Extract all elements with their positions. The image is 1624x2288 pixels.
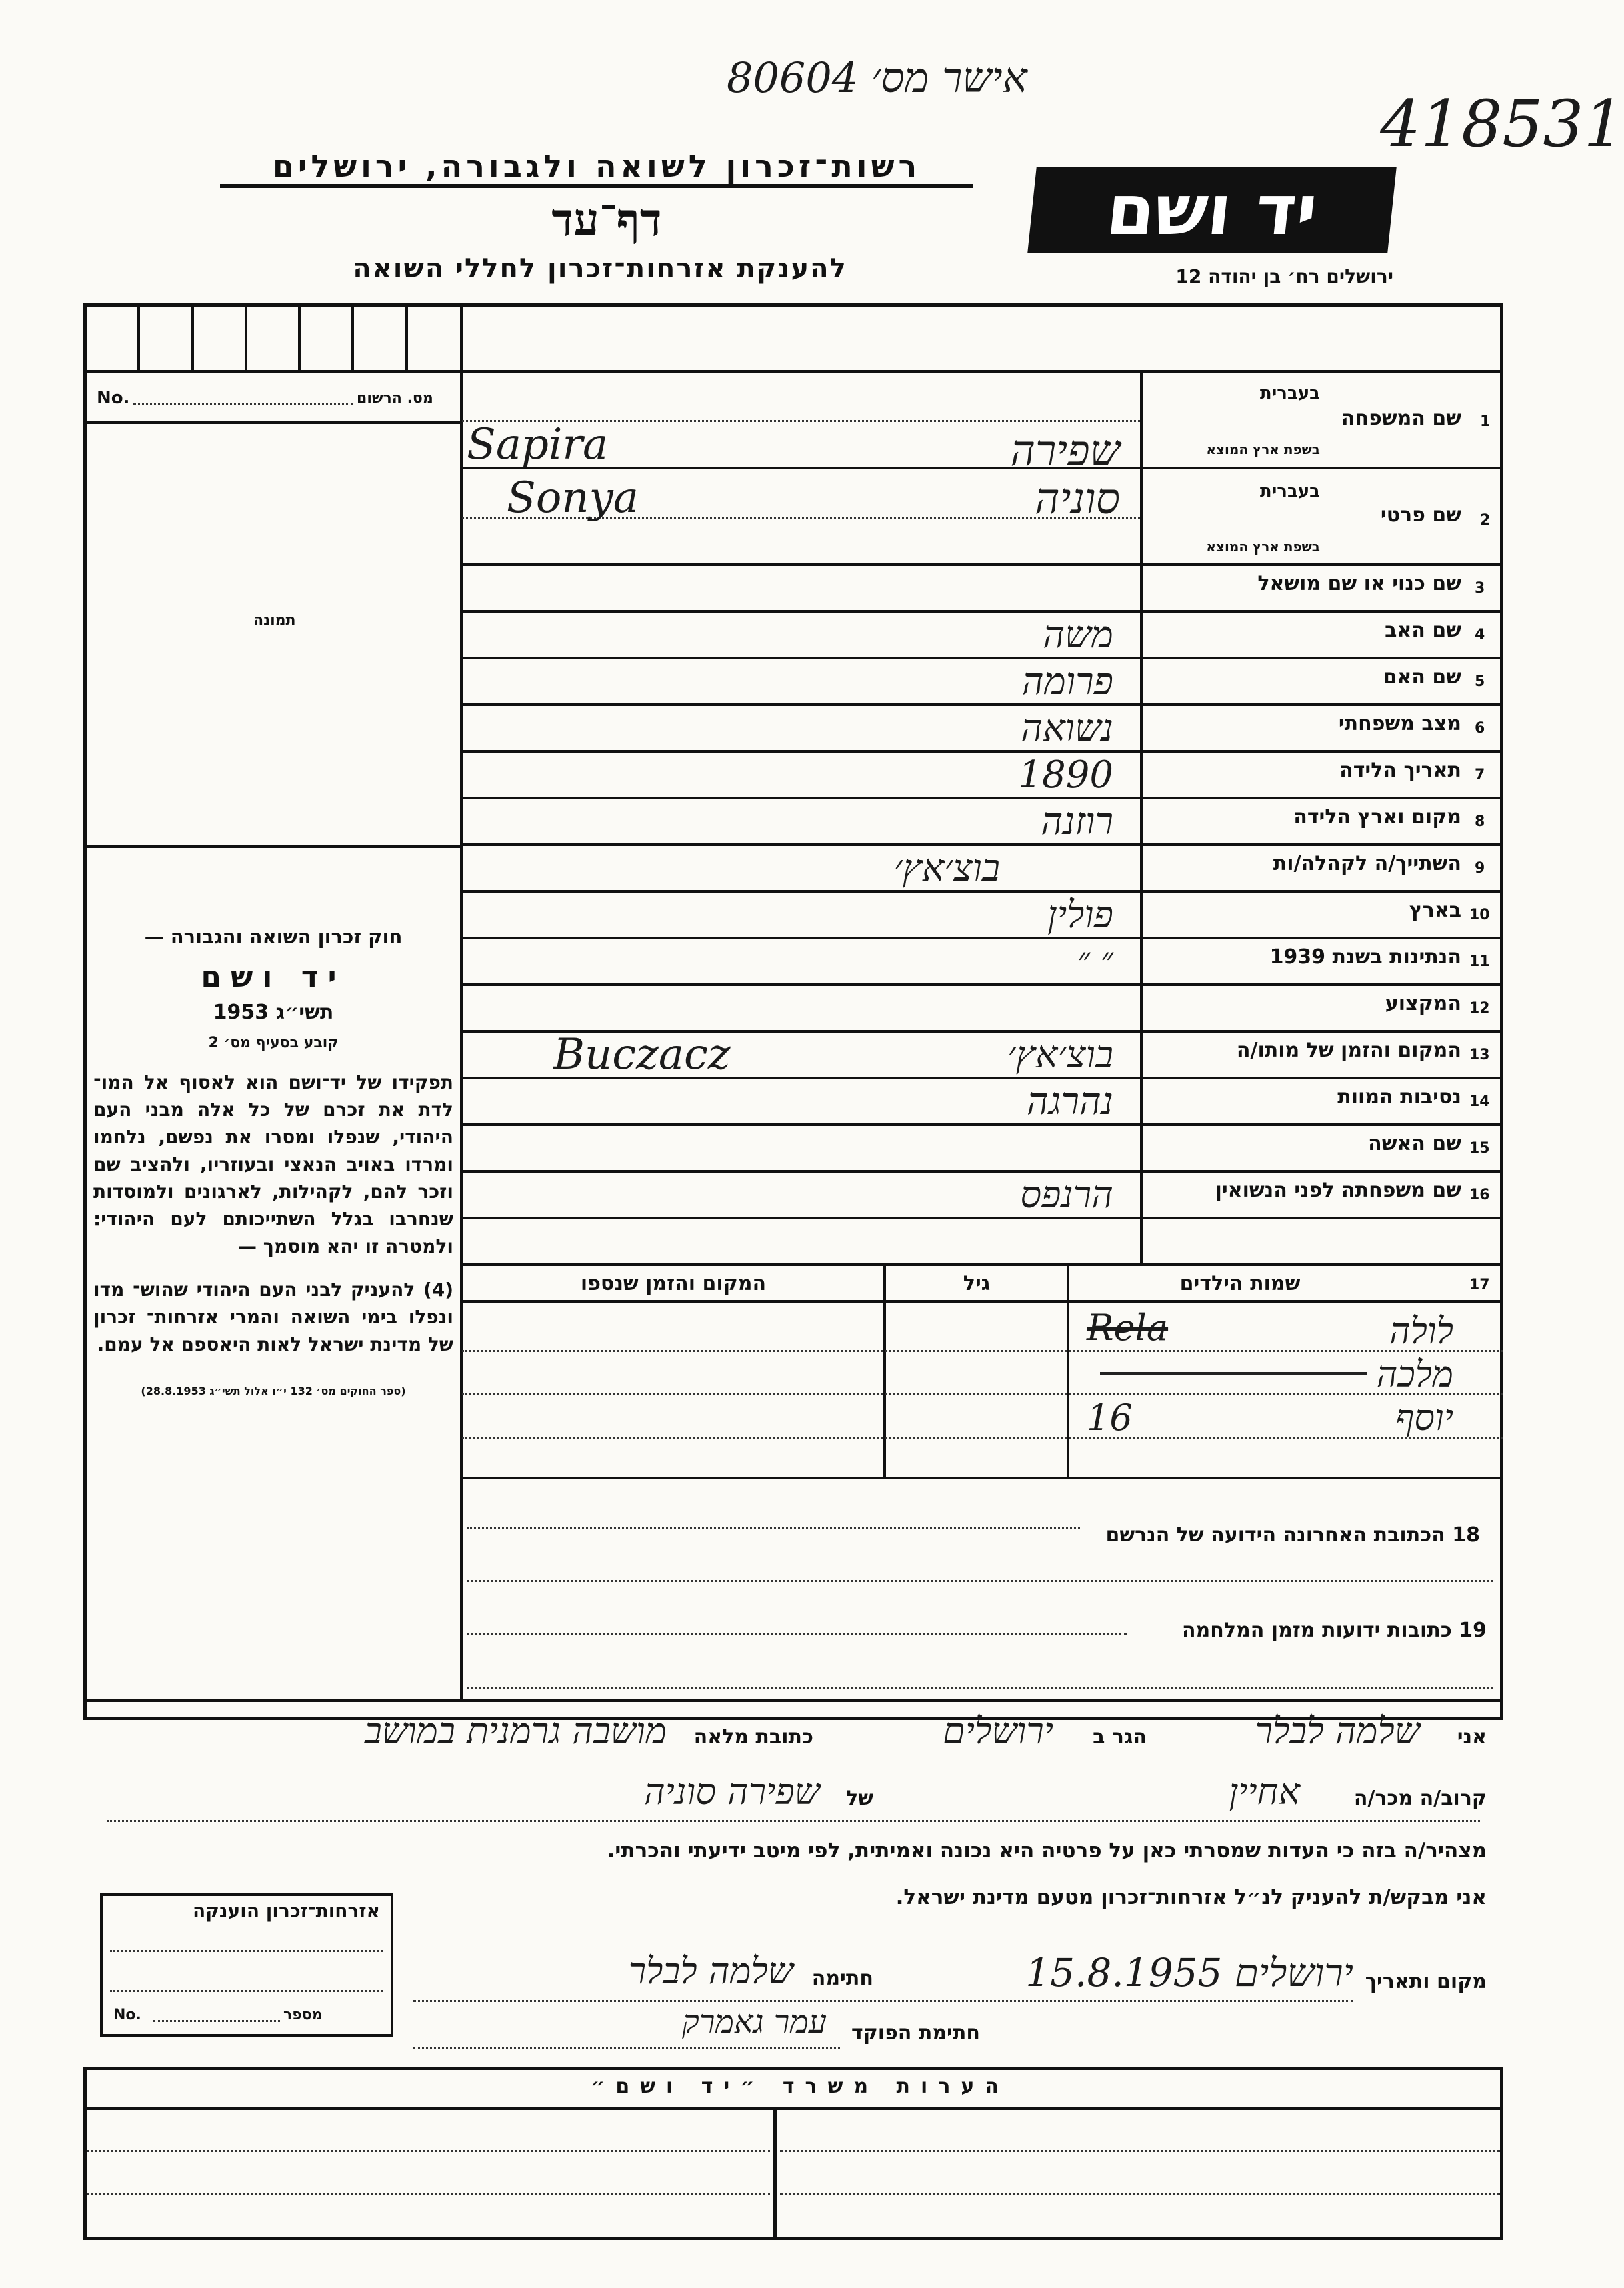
law-title: חוק זכרון השואה והגבורה —	[144, 925, 403, 948]
child-name: מלכה	[1376, 1353, 1453, 1395]
full-address-label: כתובת מלאה	[693, 1725, 813, 1749]
children-col-place: המקום והזמן שנספו	[580, 1272, 767, 1295]
place-date-value: ירושלים 15.8.1955	[1025, 1950, 1353, 1995]
field-14-label: נסיבות המוות	[1337, 1085, 1461, 1109]
field-8-label: מקום וארץ הלידה	[1293, 805, 1461, 829]
citizenship-box-number-label: מספר	[283, 2007, 323, 2023]
field-1-value-latin: Sapira	[467, 420, 609, 469]
last-address-label: 18 הכתובת האחרונה הידועה של הנרשם	[1105, 1523, 1480, 1547]
field-12-label: המקצוע	[1385, 992, 1461, 1015]
law-citation: (ספר החוקים מס׳ 132 י״ו אלול תשי״ג 28.8.1953)	[141, 1385, 406, 1397]
law-text-1: תפקידו של יד־ושם הוא לאסוף אל המו־ לדת את זכרם של כל אלה מבני העם היהודי, שנפלו ומסרו את נפשם, נלחמו ומרדו באויב הנאצי ובעוזריו, ולהציב שם וזכר להם, לקהילות, לארגונים ולמוסדות שנחרבו בגלל השתייכותם לעם היהודי: ולמטרה זו יהא מוסמך —	[93, 1071, 453, 1257]
child-age: 16	[1087, 1397, 1133, 1439]
field-11-label: הנתינות בשנת 1939	[1269, 945, 1461, 969]
field-5-value: פרומה	[1021, 660, 1113, 703]
field-9-label: השתייך/ה לקהלה/ות	[1273, 852, 1461, 875]
resident-value: ירושלים	[943, 1710, 1053, 1752]
resident-label: הגר ב	[1093, 1725, 1147, 1749]
field-6-label: מצב משפחתי	[1338, 712, 1461, 735]
of-label: של	[846, 1787, 873, 1810]
citizenship-box-no: No.	[113, 2007, 141, 2023]
field-2-sub-origin: בשפת ארץ המוצא	[1206, 539, 1320, 555]
field-2-label: שם פרטי	[1380, 503, 1461, 527]
declaration-ani-label: אני	[1457, 1725, 1487, 1749]
law-year: תשי״ג 1953	[213, 1001, 334, 1024]
authority-title: רשות־זכרון לשואה ולגבורה, ירושלים	[220, 148, 973, 188]
field-7-label: תאריך הלידה	[1339, 759, 1461, 782]
logo-address: ירושלים רח׳ בן יהודה 12	[1175, 265, 1393, 287]
officer-signature-label: חתימת הפוקד	[851, 2021, 980, 2045]
office-notes-title: הערות משרד ״יד ושם״	[591, 2075, 1009, 2098]
law-block	[93, 925, 453, 1397]
field-15-label: שם האשה	[1368, 1132, 1461, 1155]
field-9-value: בוצ׳אץ׳	[893, 847, 1000, 890]
relative-label: קרוב/ה מכר/ה	[1353, 1787, 1487, 1810]
form-title: דף־עד	[551, 193, 662, 247]
field-2-value: סוניה	[1035, 475, 1120, 524]
registry-number-label: מס. הרשום	[357, 390, 433, 407]
of-value: שפירה סוניה	[644, 1771, 820, 1813]
field-1-value: שפירה	[1010, 427, 1120, 476]
field-1-sub-hebrew: בעברית	[1259, 383, 1320, 403]
signature-label: חתימה	[811, 1967, 873, 1990]
war-address-label: 19 כתובות ידועות מזמן המלחמה	[1181, 1619, 1487, 1642]
registry-no-label: No.	[97, 388, 130, 408]
field-16-label: שם משפחתה לפני הנשואין	[1215, 1179, 1461, 1202]
field-5-label: שם האם	[1383, 665, 1461, 689]
place-date-label: מקום ותאריך	[1365, 1970, 1487, 1993]
signature-value: שלמה לבלר	[628, 1950, 793, 1992]
strike-line	[1100, 1372, 1367, 1375]
field-13-label: המקום והזמן של מותו/ה	[1236, 1039, 1461, 1062]
field-10-label: בארץ	[1409, 899, 1461, 922]
field-4-value: משה	[1043, 613, 1113, 657]
children-col-age: גיל	[963, 1272, 991, 1295]
officer-signature-value: עמר גאמרק	[682, 2003, 827, 2041]
children-col-names: שמות הילדים	[1179, 1272, 1301, 1295]
field-1-label: שם המשפחה	[1341, 407, 1461, 430]
law-clause: קובע בסעיף מס׳ 2	[208, 1035, 339, 1051]
field-4-label: שם האב	[1385, 619, 1461, 642]
digit-boxes	[87, 307, 459, 370]
relative-value: אחיין	[1229, 1771, 1300, 1813]
form-purpose: להענקת אזרחות־זכרון לחללי השואה	[353, 253, 847, 284]
field-10-value: פולין	[1047, 893, 1113, 937]
field-3-label: שם כנוי או שם מושאל	[1257, 572, 1461, 595]
top-stamp-note: 80604 אישר מס׳	[727, 53, 1027, 102]
declaration-request: אני מבקש/ת להעניק לנ״ל אזרחות־זכרון מטעם מדינת ישראל.	[895, 1885, 1487, 1909]
field-13-value: בוצ׳אץ׳	[1007, 1033, 1113, 1077]
child-name: יוסף	[1395, 1397, 1453, 1439]
field-11-value: ״ ״	[1077, 940, 1113, 979]
field-14-value: נהרגה	[1027, 1080, 1113, 1123]
declarant-name: שלמה לבלר	[1255, 1710, 1420, 1752]
field-1-sub-origin: בשפת ארץ המוצא	[1206, 441, 1320, 457]
child-name-latin: Rela	[1087, 1307, 1169, 1349]
field-2-value-latin: Sonya	[507, 473, 639, 523]
declaration-statement: מצהיר/ה בזה כי העדות שמסרתי כאן על פרטיה היא נכונה ואמיתית, לפי מיטב ידיעתי והכרתי.	[607, 1839, 1487, 1863]
field-6-value: נשואה	[1021, 707, 1113, 750]
archive-number: 418531	[1380, 87, 1624, 161]
yad-vashem-logo: יד ושם	[1027, 167, 1397, 253]
field-7-value: 1890	[1018, 753, 1113, 797]
photo-label: תמונה	[253, 612, 296, 629]
field-8-value: רוזנה	[1041, 800, 1113, 843]
child-name: לולה	[1389, 1310, 1453, 1352]
law-text-2: (4) להעניק לבני העם היהודי שהוש־ מדו ונפלו בימי השואה והמרי אזרחות־ זכרון של מדינת ישראל לאות היאספם אל עמם.	[93, 1279, 453, 1355]
citizenship-box-title: אזרחות־זכרון הוענקה	[193, 1900, 380, 1922]
full-address-value: מושבה גרמנית במושב	[364, 1710, 667, 1752]
field-16-value: הרנפס	[1020, 1173, 1113, 1217]
field-13-value-latin: Buczacz	[553, 1030, 731, 1079]
law-name: יד ושם	[201, 960, 346, 994]
field-17-num: 17	[1469, 1277, 1490, 1293]
field-2-sub-hebrew: בעברית	[1259, 481, 1320, 501]
